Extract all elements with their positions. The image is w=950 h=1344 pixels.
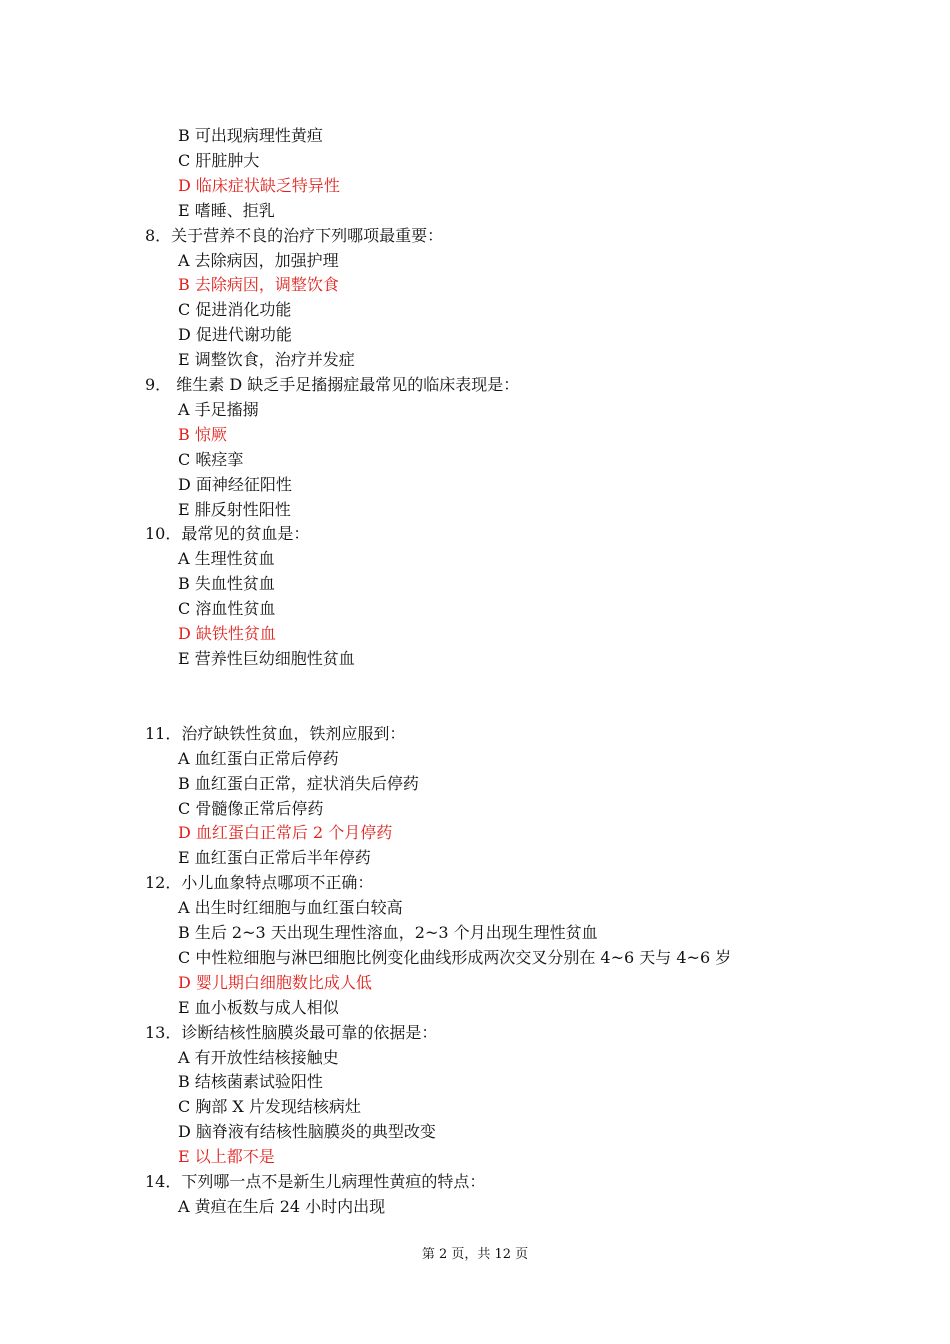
answer-option: A 有开放性结核接触史	[178, 1047, 339, 1067]
answer-option: C 促进消化功能	[178, 300, 292, 320]
answer-option: D 促进代谢功能	[178, 325, 292, 345]
answer-option: E 营养性巨幼细胞性贫血	[178, 648, 355, 668]
question-text: 13．诊断结核性脑膜炎最可靠的依据是：	[145, 1022, 438, 1042]
answer-option: E 调整饮食，治疗并发症	[178, 350, 355, 370]
answer-option: E 血红蛋白正常后半年停药	[178, 848, 371, 868]
answer-option: A 血红蛋白正常后停药	[178, 748, 339, 768]
answer-option: A 出生时红细胞与血红蛋白较高	[178, 898, 403, 918]
answer-option: C 肝脏肿大	[178, 150, 260, 170]
question-text: 8．关于营养不良的治疗下列哪项最重要：	[145, 225, 444, 245]
answer-option: C 中性粒细胞与淋巴细胞比例变化曲线形成两次交叉分别在 4~6 天与 4~6 岁	[178, 947, 732, 967]
answer-option: D 面神经征阳性	[178, 474, 292, 494]
answer-option: B 结核菌素试验阳性	[178, 1072, 323, 1092]
answer-option: A 生理性贫血	[178, 549, 275, 569]
correct-answer-option: D 缺铁性贫血	[178, 624, 276, 643]
answer-option: E 腓反射性阳性	[178, 499, 291, 519]
question-text: 10．最常见的贫血是：	[145, 524, 310, 544]
answer-option: B 血红蛋白正常，症状消失后停药	[178, 773, 419, 793]
answer-option: C 胸部 X 片发现结核病灶	[178, 1097, 361, 1117]
correct-answer-option: D 婴儿期白细胞数比成人低	[178, 972, 372, 992]
correct-answer-option: D 血红蛋白正常后 2 个月停药	[178, 823, 393, 843]
correct-answer-option: D 临床症状缺乏特异性	[178, 175, 340, 195]
answer-option: A 去除病因，加强护理	[178, 250, 339, 270]
correct-answer-option: B 惊厥	[178, 424, 227, 444]
answer-option: C 喉痉挛	[178, 449, 244, 469]
answer-option: A 手足搐搦	[178, 399, 259, 419]
answer-option: C 骨髓像正常后停药	[178, 798, 324, 818]
page-footer: 第 2 页，共 12 页	[421, 1247, 529, 1262]
answer-option: C 溶血性贫血	[178, 599, 276, 619]
answer-option: E 嗜睡、拒乳	[178, 200, 275, 220]
question-text: 12．小儿血象特点哪项不正确：	[145, 873, 374, 893]
correct-answer-option: B 去除病因，调整饮食	[178, 275, 339, 295]
answer-option: B 生后 2~3 天出现生理性溶血，2~3 个月出现生理性贫血	[178, 923, 598, 942]
question-text: 11．治疗缺铁性贫血，铁剂应服到：	[145, 723, 406, 743]
answer-option: E 血小板数与成人相似	[178, 997, 339, 1017]
answer-option: B 可出现病理性黄疸	[178, 126, 323, 145]
answer-option: A 黄疸在生后 24 小时内出现	[178, 1196, 386, 1216]
answer-option: D 脑脊液有结核性脑膜炎的典型改变	[178, 1122, 436, 1142]
answer-option: B 失血性贫血	[178, 574, 275, 594]
question-text: 14．下列哪一点不是新生儿病理性黄疸的特点：	[145, 1172, 486, 1191]
question-text: 9． 维生素 D 缺乏手足搐搦症最常见的临床表现是：	[145, 375, 520, 394]
correct-answer-option: E 以上都不是	[178, 1147, 275, 1167]
